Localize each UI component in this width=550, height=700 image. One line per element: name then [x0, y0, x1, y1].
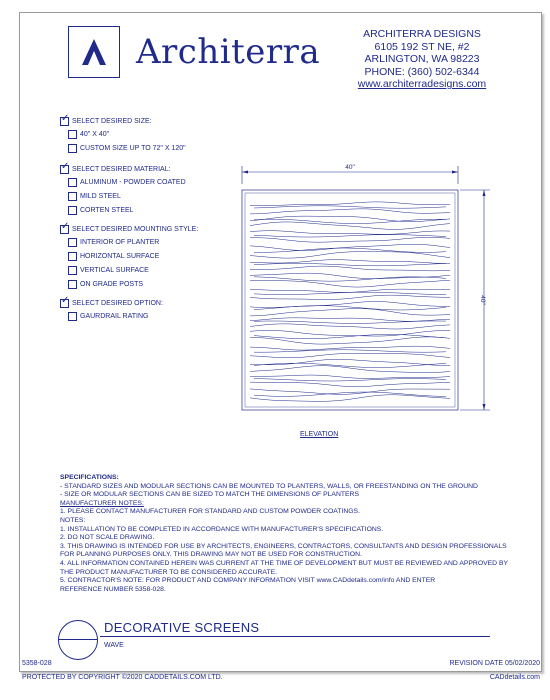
company-info	[352, 28, 492, 91]
detail-circle-icon	[58, 620, 98, 660]
elevation-drawing	[234, 162, 494, 428]
logo-icon	[68, 26, 120, 78]
note-line: THE PRODUCT MANUFACTURER TO BE CONSIDERED ACCURATE.	[60, 568, 278, 576]
revision-date: REVISION DATE 05/02/2020	[449, 660, 540, 667]
notes-heading: NOTES:	[60, 516, 86, 524]
manufacturer-heading: MANUFACTURER NOTES:	[60, 499, 144, 507]
check-icon: ✓	[61, 113, 70, 124]
note-line: 3. THIS DRAWING IS INTENDED FOR USE BY ARCHITECTS, ENGINEERS, CONTRACTORS, CONSULTANTS AND DESIGN PROFESSIONALS	[60, 542, 507, 550]
checkbox[interactable]	[68, 206, 77, 215]
footer-site-link[interactable]: CADdetails.com	[489, 674, 540, 681]
specifications-heading: SPECIFICATIONS:	[60, 474, 119, 481]
checkbox[interactable]	[68, 238, 77, 247]
company-phone: PHONE: (360) 502-6344	[364, 65, 480, 78]
checkbox[interactable]	[68, 312, 77, 321]
checkbox[interactable]	[68, 252, 77, 261]
title-underline	[100, 636, 490, 637]
drawing-sheet: Architerra ARCHITERRA DESIGNS 6105 192 ST NE, #2 ARLINGTON, WA 98223 PHONE: (360) 502-6344 www.architerradesigns.com ✓ SELECT DESIRED SIZE: 40" X 40" CUSTOM SIZE UP TO 72" X 120" ✓ SELECT DESIRED MATERIAL: ALUMINUM - POWDER COATED MILD STEEL CORTEN STEEL ✓ SELECT DESIRED MOUNTING STYLE: INTERIOR OF PLANTER HORIZONTAL SURFACE VERTICAL SURFACE ON GRADE POSTS ✓ SELECT DESIRED OPTION: GAURDRAIL RATING 40" 40" ELEVATION SPECIFICATIONS: - STANDARD SIZES AND MODULAR SECTIONS CAN BE MOUNTED TO PLANTERS, WALLS, OR FREESTANDING ON THE GROUND - SIZE OR MODULAR SECTIONS CAN BE SIZED TO MATCH THE DIMENSIONS OF PLANTERS MANUFACTURER NOTES: 1. PLEASE CONTACT MANUFACTURER FOR STANDARD AND CUSTOM POWDER COATINGS. NOTES: 1. INSTALLATION TO BE COMPLETED IN ACCORDANCE WITH MANUFACTURER'S SPECIFICATIONS. 2. DO NOT SCALE DRAWING. 3. THIS DRAWING IS INTENDED FOR USE BY ARCHITECTS, ENGINEERS, CONTRACTORS, CONSULTANTS AND DESIGN PROFESSIONALS FOR PLANNING PURPOSES ONLY. THIS DRAWING MAY NOT BE USED FOR CONSTRUCTION. 4. ALL INFORMATION CONTAINED HEREIN WAS CURRENT AT THE TIME OF DEVELOPMENT BUT MUST BE REVIEWED AND APPROVED BY THE PRODUCT MANUFACTURER TO BE CONSIDERED ACCURATE. 5. CONTRACTOR'S NOTE: FOR PRODUCT AND COMPANY INFORMATION VISIT www.CADdetails.com/info AND ENTER REFERENCE NUMBER 5358-028. DECORATIVE SCREENS WAVE 5358-028 REVISION DATE 05/02/2020 PROTECTED BY COPYRIGHT ©2020 CADDETAILS.COM LTD. CADdetails.com	[0, 0, 550, 700]
checkbox[interactable]	[68, 266, 77, 275]
brand-name: Architerra	[136, 32, 321, 72]
note-line: 5. CONTRACTOR'S NOTE: FOR PRODUCT AND COMPANY INFORMATION VISIT www.CADdetails.com/info AND ENTER	[60, 577, 436, 585]
check-icon: ✓	[61, 295, 70, 306]
company-city: ARLINGTON, WA 98223	[364, 53, 480, 65]
spec-line: - STANDARD SIZES AND MODULAR SECTIONS CAN BE MOUNTED TO PLANTERS, WALLS, OR FREESTANDING ON THE GROUND	[60, 482, 478, 490]
checkbox[interactable]	[68, 280, 77, 289]
checkbox[interactable]	[68, 130, 77, 139]
spec-line: - SIZE OR MODULAR SECTIONS CAN BE SIZED TO MATCH THE DIMENSIONS OF PLANTERS	[60, 491, 359, 499]
elevation-label: ELEVATION	[300, 431, 339, 438]
note-line: 1. INSTALLATION TO BE COMPLETED IN ACCORDANCE WITH MANUFACTURER'S SPECIFICATIONS.	[60, 525, 384, 533]
company-website[interactable]: www.architerradesigns.com	[357, 78, 487, 90]
manufacturer-line: 1. PLEASE CONTACT MANUFACTURER FOR STANDARD AND CUSTOM POWDER COATINGS.	[60, 508, 360, 516]
copyright-notice: PROTECTED BY COPYRIGHT ©2020 CADDETAILS.COM LTD.	[22, 674, 223, 681]
note-line: 4. ALL INFORMATION CONTAINED HEREIN WAS CURRENT AT THE TIME OF DEVELOPMENT BUT MUST BE REVIEWED AND APPROVED BY	[60, 559, 509, 567]
height-dimension: 40"	[479, 295, 486, 305]
checkbox[interactable]	[68, 192, 77, 201]
company-name: ARCHITERRA DESIGNS	[363, 28, 481, 40]
reference-code: 5358-028	[22, 660, 52, 667]
specifications-block	[60, 474, 509, 594]
check-icon: ✓	[61, 221, 70, 232]
check-icon: ✓	[61, 161, 70, 172]
note-line: REFERENCE NUMBER 5358-028.	[60, 585, 166, 593]
width-dimension: 40"	[345, 164, 355, 171]
company-address: 6105 192 ST NE, #2	[374, 40, 470, 53]
note-line: 2. DO NOT SCALE DRAWING.	[60, 534, 155, 542]
checkbox[interactable]	[68, 144, 77, 153]
drawing-subtitle: WAVE	[104, 642, 124, 649]
checkbox[interactable]	[68, 178, 77, 187]
detail-circle-divider	[58, 639, 98, 640]
drawing-title: DECORATIVE SCREENS	[104, 620, 260, 635]
note-line: FOR PLANNING PURPOSES ONLY. THIS DRAWING MAY NOT BE USED FOR CONSTRUCTION.	[60, 551, 362, 559]
